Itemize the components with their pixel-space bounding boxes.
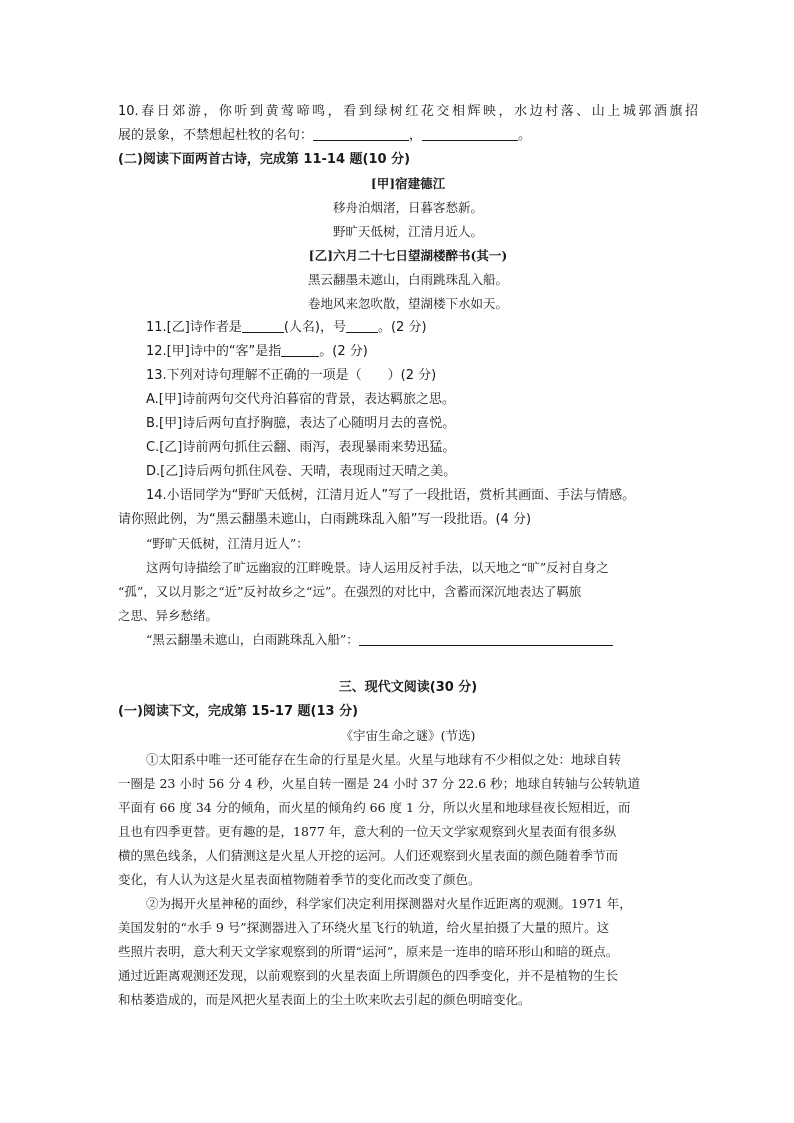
para2-line3: 些照片表明，意大利天文学家观察到的所谓“运河”，原来是一连串的暗环形山和暗的斑点。 bbox=[118, 944, 619, 959]
q12-text-a: 12.[甲]诗中的“客”是指 bbox=[146, 344, 282, 359]
q12 bbox=[146, 340, 726, 364]
para1-line6: 变化，有人认为这是火星表面植物随着季节的变化而改变了颜色。 bbox=[118, 872, 481, 887]
sub1-heading: (一)阅读下文，完成第 15-17 题(13 分) bbox=[118, 704, 359, 719]
q10-line1: 10.春日郊游，你听到黄莺啼鸣，看到绿树红花交相辉映，水边村落、山上城郭酒旗招 bbox=[118, 104, 698, 119]
q10-line2 bbox=[118, 124, 698, 148]
q14-example-line2: “孤”，又以月影之“近”反衬故乡之“远”。在强烈的对比中，含蓄而深沉地表达了羁旅 bbox=[118, 584, 582, 599]
q13-option-b[interactable]: B.[甲]诗后两句直抒胸臆，表达了心随明月去的喜悦。 bbox=[146, 416, 456, 431]
q14-example-head: “野旷天低树，江清月近人”： bbox=[146, 536, 309, 551]
para1-line2: 一圈是 23 小时 56 分 4 秒，火星自转一圈是 24 小时 37 分 22.6 秒；地球自转轴与公转轨道 bbox=[118, 776, 641, 791]
poem-a-title: [甲]宿建德江 bbox=[370, 176, 446, 191]
q10-separator: ， bbox=[409, 128, 423, 143]
q13-stem: 13.下列对诗句理解不正确的一项是（ ）(2 分) bbox=[146, 368, 437, 383]
q14-answer bbox=[146, 628, 726, 652]
para2-line4: 通过近距离观测还发现，以前观察到的火星表面上所谓颜色的四季变化，并不是植物的生长 bbox=[118, 968, 619, 983]
poem-b-line2: 卷地风来忽吹散，望湖楼下水如天。 bbox=[307, 296, 508, 311]
poem-b-title: [乙]六月二十七日望湖楼醉书(其一) bbox=[308, 248, 508, 263]
q11-text-c: 。(2 分) bbox=[377, 320, 427, 335]
section3-heading: 三、现代文阅读(30 分) bbox=[338, 680, 478, 695]
article-title: 《宇宙生命之谜》(节选) bbox=[340, 728, 476, 743]
q13-option-a[interactable]: A.[甲]诗前两句交代舟泊暮宿的背景，表达羁旅之思。 bbox=[146, 392, 455, 407]
q12-text-b: 。(2 分) bbox=[319, 344, 368, 359]
q11-blank-pen-name[interactable] bbox=[346, 318, 378, 333]
q11 bbox=[146, 316, 726, 340]
poem-a-line2: 野旷天低树，江清月近人。 bbox=[332, 224, 483, 239]
q10-line2-text: 展的景象，不禁想起杜牧的名句： bbox=[118, 128, 314, 143]
q14-answer-head: “黑云翻墨未遮山，白雨跳珠乱入船”： bbox=[146, 632, 359, 647]
q12-blank[interactable] bbox=[281, 342, 319, 357]
q14-line1: 14.小语同学为“野旷天低树，江清月近人”写了一段批语，赏析其画面、手法与情感。 bbox=[146, 488, 636, 503]
q10-end: 。 bbox=[518, 128, 532, 143]
para2-line5: 和枯萎造成的，而是风把火星表面上的尘土吹来吹去引起的颜色明暗变化。 bbox=[118, 992, 531, 1007]
poem-b-line1: 黑云翻墨未遮山，白雨跳珠乱入船。 bbox=[307, 272, 508, 287]
q13-option-c[interactable]: C.[乙]诗前两句抓住云翻、雨泻，表现暴雨来势迅猛。 bbox=[146, 440, 456, 455]
para1-line3: 平面有 66 度 34 分的倾角，而火星的倾角约 66 度 1 分，所以火星和地球昼夜长短相近，而 bbox=[118, 800, 631, 815]
q14-example-line1: 这两句诗描绘了旷远幽寂的江畔晚景。诗人运用反衬手法，以天地之“旷”反衬自身之 bbox=[146, 560, 609, 575]
q11-text-a: 11.[乙]诗作者是 bbox=[146, 320, 242, 335]
q10-blank-1[interactable] bbox=[313, 126, 409, 141]
q14-example-line3: 之思、异乡愁绪。 bbox=[118, 608, 219, 623]
section2-heading: (二)阅读下面两首古诗，完成第 11-14 题(10 分) bbox=[118, 152, 411, 167]
para1-line5: 横的黑色线条，人们猜测这是火星人开挖的运河。人们还观察到火星表面的颜色随着季节而 bbox=[118, 848, 619, 863]
para1-line4: 且也有四季更替。更有趣的是，1877 年，意大利的一位天文学家观察到火星表面有很多纵 bbox=[118, 824, 617, 839]
q14-line2: 请你照此例，为“黑云翻墨未遮山，白雨跳珠乱入船”写一段批语。(4 分) bbox=[118, 512, 532, 527]
para2-line2: 美国发射的“水手 9 号”探测器进入了环绕火星飞行的轨道，给火星拍摄了大量的照片。这 bbox=[118, 920, 610, 935]
para1-line1: ①太阳系中唯一还可能存在生命的行星是火星。火星与地球有不少相似之处：地球自转 bbox=[146, 752, 622, 767]
poem-a-line1: 移舟泊烟渚，日暮客愁新。 bbox=[332, 200, 483, 215]
q11-text-b: (人名)，号 bbox=[283, 320, 346, 335]
q10-blank-2[interactable] bbox=[422, 126, 518, 141]
q14-answer-blank[interactable] bbox=[359, 631, 613, 646]
q11-blank-author[interactable] bbox=[242, 318, 284, 333]
para2-line1: ②为揭开火星神秘的面纱，科学家们决定利用探测器对火星作近距离的观测。1971 年， bbox=[146, 896, 632, 911]
q13-option-d[interactable]: D.[乙]诗后两句抓住风卷、天晴，表现雨过天晴之美。 bbox=[146, 464, 457, 479]
